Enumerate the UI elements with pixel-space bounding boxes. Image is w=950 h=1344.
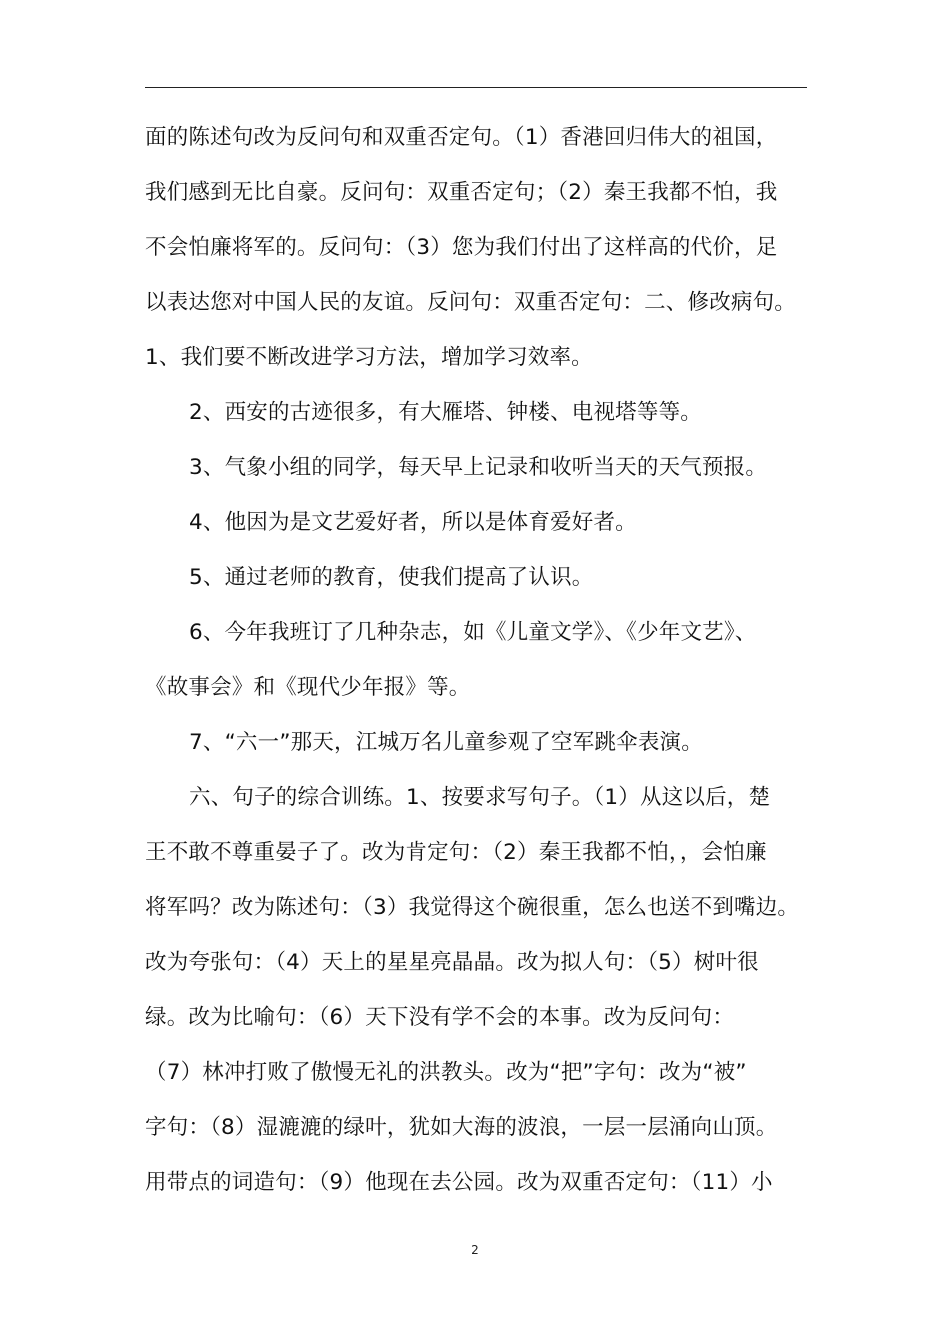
text-line: 3、气象小组的同学，每天早上记录和收听当天的天气预报。 bbox=[189, 455, 768, 480]
text-line: （7）林冲打败了傲慢无礼的洪教头。改为“把”字句：改为“被” bbox=[145, 1060, 747, 1085]
text-line: 6、今年我班订了几种杂志，如《儿童文学》、《少年文艺》、 bbox=[189, 620, 757, 645]
text-line: 《故事会》和《现代少年报》等。 bbox=[145, 675, 471, 700]
text-line: 王不敢不尊重晏子了。改为肯定句：（2）秦王我都不怕，，会怕廉 bbox=[145, 840, 767, 865]
document-body bbox=[145, 110, 820, 1210]
text-line: 绿。改为比喻句：（6）天下没有学不会的本事。改为反问句： bbox=[145, 1005, 735, 1030]
text-line: 将军吗？改为陈述句：（3）我觉得这个碗很重，怎么也送不到嘴边。 bbox=[145, 895, 800, 920]
text-line: 用带点的词造句：（9）他现在去公园。改为双重否定句：（11）小 bbox=[145, 1170, 773, 1195]
header-rule bbox=[145, 87, 807, 88]
text-line: 改为夸张句：（4）天上的星星亮晶晶。改为拟人句：（5）树叶很 bbox=[145, 950, 759, 975]
text-line: 以表达您对中国人民的友谊。反问句：双重否定句：二、修改病句。 bbox=[145, 290, 797, 315]
text-line: 字句：（8）湿漉漉的绿叶，犹如大海的波浪，一层一层涌向山顶。 bbox=[145, 1115, 778, 1140]
text-line: 六、句子的综合训练。1、按要求写句子。（1）从这以后，楚 bbox=[189, 785, 771, 810]
text-line: 我们感到无比自豪。反问句：双重否定句；（2）秦王我都不怕，我 bbox=[145, 180, 778, 205]
text-line: 7、“六一”那天，江城万名儿童参观了空军跳伞表演。 bbox=[189, 730, 703, 755]
text-line: 4、他因为是文艺爱好者，所以是体育爱好者。 bbox=[189, 510, 637, 535]
text-line: 1、我们要不断改进学习方法，增加学习效率。 bbox=[145, 345, 593, 370]
text-line: 面的陈述句改为反问句和双重否定句。（1）香港回归伟大的祖国， bbox=[145, 125, 778, 150]
text-line: 5、通过老师的教育，使我们提高了认识。 bbox=[189, 565, 594, 590]
page-number: 2 bbox=[471, 1243, 479, 1257]
text-line: 2、西安的古迹很多，有大雁塔、钟楼、电视塔等等。 bbox=[189, 400, 702, 425]
text-line: 不会怕廉将军的。反问句：（3）您为我们付出了这样高的代价，足 bbox=[145, 235, 778, 260]
